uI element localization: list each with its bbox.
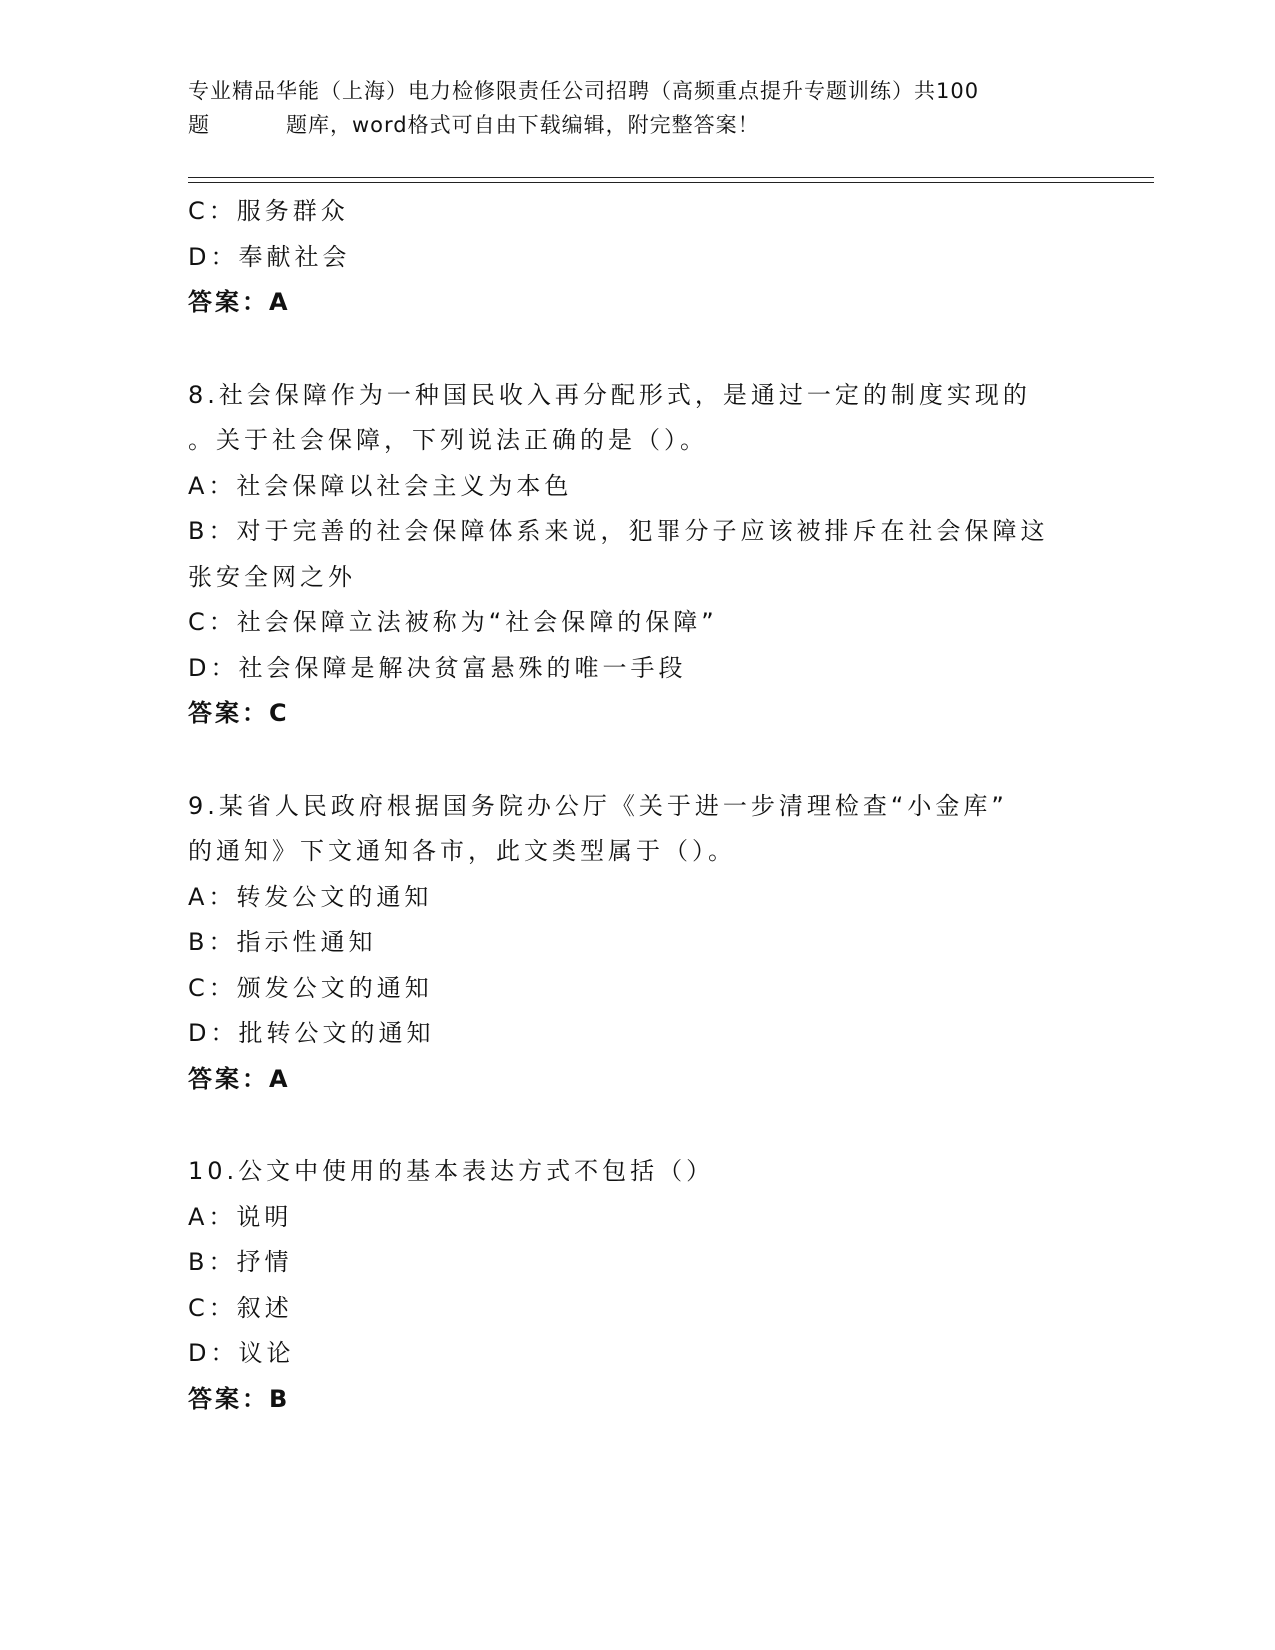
header-line-2-text: 题库，word格式可自由下载编辑，附完整答案！ <box>286 113 760 137</box>
q10-option-a: A：说明 <box>188 1202 293 1231</box>
q9-option-c: C：颁发公文的通知 <box>188 973 433 1002</box>
header-title-line-2 <box>188 108 1078 142</box>
q9-stem-line-1: 9.某省人民政府根据国务院办公厅《关于进一步清理检查“小金库” <box>188 791 1008 820</box>
q8-option-c: C：社会保障立法被称为“社会保障的保障” <box>188 608 718 636</box>
header-title-line-1: 专业精品华能（上海）电力检修限责任公司招聘（高频重点提升专题训练）共100 <box>188 79 980 103</box>
q9-option-a: A：转发公文的通知 <box>188 882 433 911</box>
q8-option-b-line-2: 张安全网之外 <box>188 562 356 591</box>
q7-answer: 答案：A <box>188 288 291 316</box>
q8-stem-line-2: 。关于社会保障，下列说法正确的是（）。 <box>188 426 708 454</box>
header-divider-top <box>188 177 1154 178</box>
q7-option-d: D：奉献社会 <box>188 242 351 271</box>
question-9 <box>188 784 1088 1103</box>
q8-stem-line-1: 8.社会保障作为一种国民收入再分配形式，是通过一定的制度实现的 <box>188 380 1031 409</box>
q8-answer: 答案：C <box>188 699 290 727</box>
q10-option-b: B：抒情 <box>188 1248 293 1276</box>
spacer <box>188 737 1088 784</box>
question-10 <box>188 1149 1088 1422</box>
q8-option-d: D：社会保障是解决贫富悬殊的唯一手段 <box>188 653 687 682</box>
header-divider-bottom <box>188 182 1154 183</box>
spacer <box>188 326 1088 373</box>
header-line-2-lead: 题 <box>188 113 210 137</box>
q10-option-c: C：叙述 <box>188 1293 293 1322</box>
q10-answer: 答案：B <box>188 1384 291 1413</box>
q10-option-d: D：议论 <box>188 1339 295 1367</box>
document-header <box>188 74 1078 142</box>
question-list <box>188 189 1088 1422</box>
q9-answer: 答案：A <box>188 1064 291 1093</box>
q9-stem-line-2: 的通知》下文通知各市，此文类型属于（）。 <box>188 837 736 865</box>
q9-option-b: B：指示性通知 <box>188 928 377 956</box>
q9-option-d: D：批转公文的通知 <box>188 1019 435 1047</box>
spacer <box>188 1102 1088 1149</box>
question-7-tail <box>188 189 1088 326</box>
question-8 <box>188 373 1088 737</box>
q8-option-b-line-1: B：对于完善的社会保障体系来说，犯罪分子应该被排斥在社会保障这 <box>188 517 1049 545</box>
q8-option-a: A：社会保障以社会主义为本色 <box>188 471 573 500</box>
q10-stem-line-1: 10.公文中使用的基本表达方式不包括（） <box>188 1157 715 1185</box>
q7-option-c: C：服务群众 <box>188 197 349 225</box>
